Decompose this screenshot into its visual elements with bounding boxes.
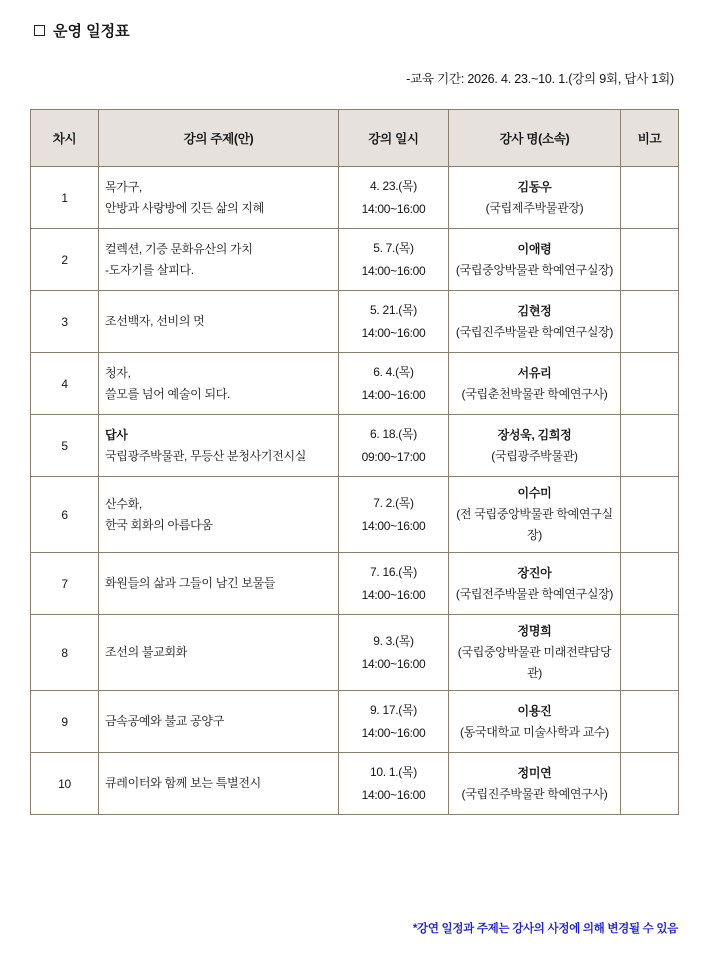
time-line: 09:00~17:00 bbox=[361, 449, 426, 464]
cell-note bbox=[621, 353, 679, 415]
cell-note bbox=[621, 477, 679, 553]
lecturer-name: 김현정 bbox=[517, 303, 552, 318]
table-row bbox=[31, 477, 679, 553]
lecturer-affiliation: (국립중앙박물관 미래전략담당관) bbox=[457, 645, 612, 680]
cell-no: 10 bbox=[31, 753, 99, 815]
table-row bbox=[31, 353, 679, 415]
cell-lecturer bbox=[449, 291, 621, 353]
cell-lecturer bbox=[449, 353, 621, 415]
cell-topic bbox=[99, 477, 339, 553]
lecturer-affiliation: (국립진주박물관 학예연구실장) bbox=[455, 324, 614, 339]
cell-lecturer bbox=[449, 477, 621, 553]
column-header-no: 차시 bbox=[31, 110, 99, 167]
time-line: 14:00~16:00 bbox=[361, 387, 426, 402]
topic-line-1: 조선백자, 선비의 멋 bbox=[105, 314, 205, 328]
lecturer-name: 장진아 bbox=[517, 565, 552, 580]
date-line: 6. 18.(목) bbox=[370, 426, 417, 441]
column-header-topic: 강의 주제(안) bbox=[99, 110, 339, 167]
checkbox-square-icon bbox=[34, 25, 45, 36]
cell-no: 1 bbox=[31, 167, 99, 229]
cell-lecturer bbox=[449, 415, 621, 477]
cell-topic bbox=[99, 229, 339, 291]
table-row bbox=[31, 615, 679, 691]
lecturer-name: 김동우 bbox=[517, 179, 552, 194]
lecturer-name: 정미연 bbox=[517, 765, 552, 780]
cell-datetime bbox=[339, 691, 449, 753]
page-title bbox=[34, 20, 678, 41]
topic-line-2: -도자기를 살피다. bbox=[105, 262, 194, 277]
table-row bbox=[31, 291, 679, 353]
time-line: 14:00~16:00 bbox=[361, 725, 426, 740]
column-header-datetime: 강의 일시 bbox=[339, 110, 449, 167]
cell-topic bbox=[99, 691, 339, 753]
cell-lecturer bbox=[449, 615, 621, 691]
topic-line-1: 금속공예와 불교 공양구 bbox=[105, 714, 224, 728]
topic-line-2: 국립광주박물관, 무등산 분청사기전시실 bbox=[105, 448, 307, 463]
cell-topic bbox=[99, 415, 339, 477]
cell-datetime bbox=[339, 753, 449, 815]
cell-no: 9 bbox=[31, 691, 99, 753]
cell-datetime bbox=[339, 615, 449, 691]
date-line: 9. 3.(목) bbox=[373, 633, 414, 648]
cell-datetime bbox=[339, 353, 449, 415]
lecturer-name: 정명희 bbox=[517, 624, 552, 638]
date-line: 9. 17.(목) bbox=[370, 702, 417, 717]
topic-line-1: 조선의 불교회화 bbox=[105, 645, 188, 659]
cell-note bbox=[621, 753, 679, 815]
lecturer-affiliation: (국립중앙박물관 학예연구실장) bbox=[455, 262, 614, 277]
cell-note bbox=[621, 615, 679, 691]
education-period-note: -교육 기간: 2026. 4. 23.~10. 1.(강의 9회, 답사 1회) bbox=[406, 72, 674, 86]
cell-lecturer bbox=[449, 753, 621, 815]
topic-line-1: 컬렉션, 기증 문화유산의 가치 bbox=[105, 241, 253, 256]
cell-no: 4 bbox=[31, 353, 99, 415]
lecturer-affiliation: (국립진주박물관 학예연구사) bbox=[461, 786, 608, 801]
table-row bbox=[31, 229, 679, 291]
table-header bbox=[31, 110, 679, 167]
lecturer-name: 이애령 bbox=[517, 241, 552, 256]
footnote: *강연 일정과 주제는 강사의 사정에 의해 변경될 수 있음 bbox=[412, 923, 678, 935]
topic-line-1: 청자, bbox=[105, 365, 131, 380]
date-line: 4. 23.(목) bbox=[370, 178, 417, 193]
table-row bbox=[31, 753, 679, 815]
cell-datetime bbox=[339, 229, 449, 291]
topic-line-1: 답사 bbox=[105, 427, 128, 442]
topic-line-2: 안방과 사랑방에 깃든 삶의 지혜 bbox=[105, 200, 264, 215]
table-header-row bbox=[31, 110, 679, 167]
cell-no: 7 bbox=[31, 553, 99, 615]
cell-lecturer bbox=[449, 553, 621, 615]
lecturer-name: 서유리 bbox=[517, 365, 552, 380]
cell-topic bbox=[99, 291, 339, 353]
date-line: 5. 21.(목) bbox=[370, 302, 417, 317]
topic-line-2: 쓸모를 넘어 예술이 되다. bbox=[105, 386, 231, 401]
lecturer-affiliation: (국립전주박물관 학예연구실장) bbox=[455, 586, 614, 601]
time-line: 14:00~16:00 bbox=[361, 263, 426, 278]
cell-no: 2 bbox=[31, 229, 99, 291]
cell-no: 3 bbox=[31, 291, 99, 353]
time-line: 14:00~16:00 bbox=[361, 325, 426, 340]
table-row bbox=[31, 167, 679, 229]
lecturer-name: 장성욱, 김희정 bbox=[497, 427, 572, 442]
cell-no: 6 bbox=[31, 477, 99, 553]
cell-note bbox=[621, 167, 679, 229]
lecturer-name: 이수미 bbox=[517, 486, 552, 500]
cell-lecturer bbox=[449, 691, 621, 753]
column-header-note: 비고 bbox=[621, 110, 679, 167]
table-row bbox=[31, 691, 679, 753]
lecturer-affiliation: (국립광주박물관) bbox=[491, 448, 578, 463]
topic-line-1: 큐레이터와 함께 보는 특별전시 bbox=[105, 776, 261, 790]
topic-line-2: 한국 회화의 아름다움 bbox=[105, 517, 213, 532]
time-line: 14:00~16:00 bbox=[361, 518, 426, 533]
topic-line-1: 산수화, bbox=[105, 496, 142, 511]
cell-note bbox=[621, 415, 679, 477]
topic-line-1: 화원들의 삶과 그들이 남긴 보물들 bbox=[105, 576, 276, 590]
date-line: 7. 16.(목) bbox=[370, 564, 417, 579]
table-row bbox=[31, 553, 679, 615]
time-line: 14:00~16:00 bbox=[361, 201, 426, 216]
cell-datetime bbox=[339, 477, 449, 553]
date-line: 5. 7.(목) bbox=[373, 240, 414, 255]
cell-datetime bbox=[339, 553, 449, 615]
page-title-text: 운영 일정표 bbox=[53, 23, 130, 40]
cell-datetime bbox=[339, 291, 449, 353]
cell-datetime bbox=[339, 167, 449, 229]
date-line: 6. 4.(목) bbox=[373, 364, 414, 379]
table-row bbox=[31, 415, 679, 477]
time-line: 14:00~16:00 bbox=[361, 587, 426, 602]
date-line: 7. 2.(목) bbox=[373, 495, 414, 510]
lecturer-affiliation: (국립춘천박물관 학예연구사) bbox=[461, 386, 608, 401]
lecturer-affiliation: (동국대학교 미술사학과 교수) bbox=[460, 724, 609, 739]
cell-note bbox=[621, 691, 679, 753]
lecturer-affiliation: (국립제주박물관장) bbox=[485, 200, 584, 215]
table-body bbox=[31, 167, 679, 815]
lecturer-affiliation: (전 국립중앙박물관 학예연구실장) bbox=[456, 507, 613, 542]
topic-line-1: 목가구, bbox=[105, 179, 142, 194]
cell-note bbox=[621, 291, 679, 353]
cell-topic bbox=[99, 353, 339, 415]
cell-lecturer bbox=[449, 167, 621, 229]
cell-no: 5 bbox=[31, 415, 99, 477]
date-line: 10. 1.(목) bbox=[370, 764, 417, 779]
schedule-table bbox=[30, 109, 679, 815]
cell-topic bbox=[99, 167, 339, 229]
cell-lecturer bbox=[449, 229, 621, 291]
column-header-lecturer: 강사 명(소속) bbox=[449, 110, 621, 167]
cell-topic bbox=[99, 615, 339, 691]
time-line: 14:00~16:00 bbox=[361, 787, 426, 802]
cell-note bbox=[621, 229, 679, 291]
cell-topic bbox=[99, 753, 339, 815]
cell-note bbox=[621, 553, 679, 615]
cell-datetime bbox=[339, 415, 449, 477]
lecturer-name: 이용진 bbox=[517, 703, 552, 718]
time-line: 14:00~16:00 bbox=[361, 656, 426, 671]
cell-topic bbox=[99, 553, 339, 615]
cell-no: 8 bbox=[31, 615, 99, 691]
